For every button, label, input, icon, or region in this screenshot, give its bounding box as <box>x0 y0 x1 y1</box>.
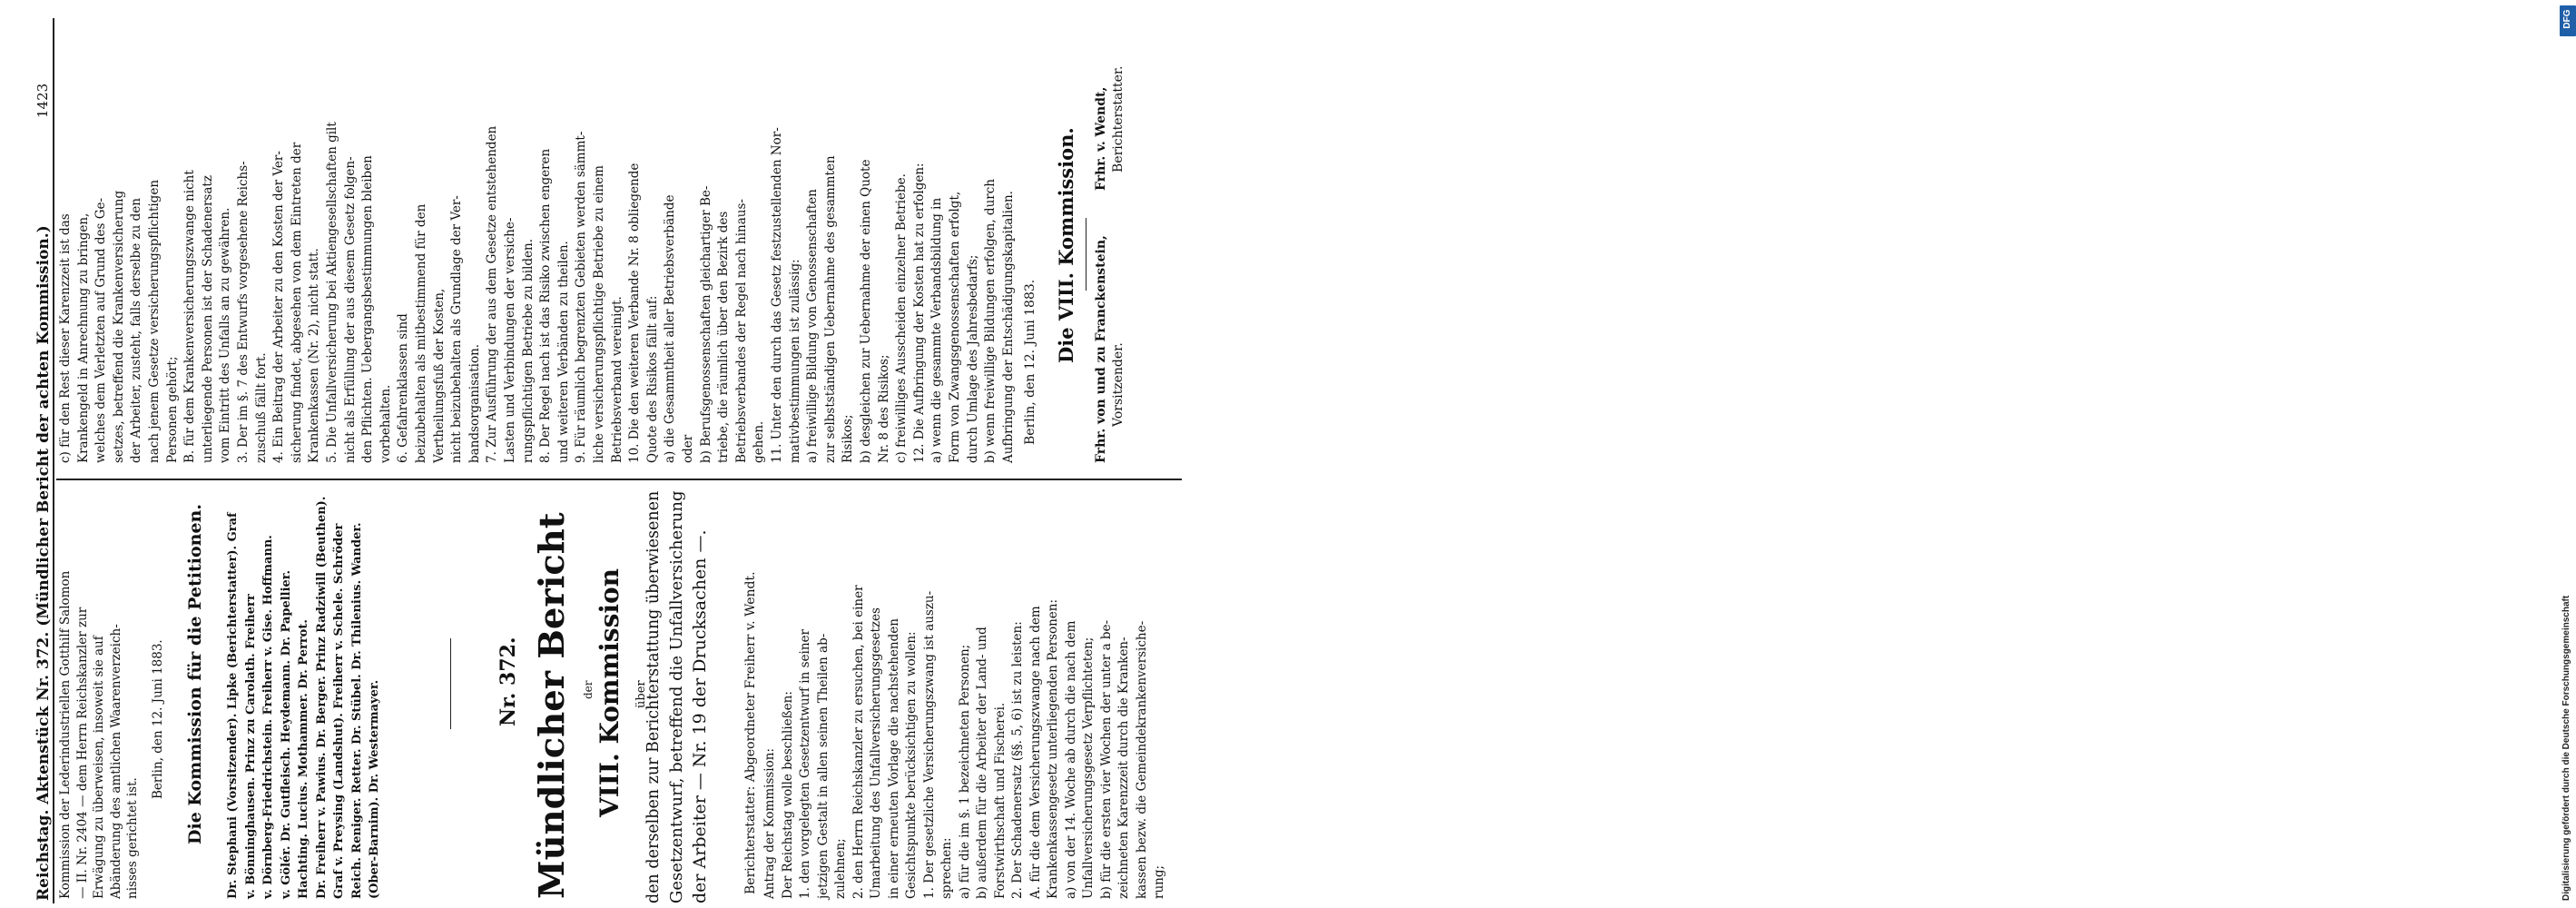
article-line: bandsorganisation. <box>467 343 482 463</box>
motion-line: b) für die ersten vier Wochen der unter a be- <box>1098 619 1114 899</box>
article-line: 4. Ein Beitrag der Arbeiter zu den Kosten der Ver- <box>271 151 287 463</box>
member-line: Hachting. Lucius. Mothammer. Dr. Perrot. <box>297 619 310 899</box>
article-line: unterliegende Personen ist der Schadenersatz <box>200 175 215 463</box>
motion-line: Unfallversicherungsgesetz Verpflichteten; <box>1081 637 1096 899</box>
article-line: 12. Die Aufbringung der Kosten hat zu erfolgen: <box>911 163 927 463</box>
article-line: zuschuß fällt fort. <box>253 352 269 463</box>
report-date: Berlin, den 12. Juni 1883. <box>1023 279 1037 445</box>
article-line: b) Berufsgenossenschaften gleichartiger Be- <box>698 185 713 463</box>
article-line: vorbehalten. <box>378 384 393 463</box>
article-line: mativbestimmungen ist zulässig: <box>787 259 802 463</box>
member-line: (Ober-Barnim). Dr. Westermayer. <box>368 679 381 899</box>
member-line: v. Gölér. Dr. Gutfleisch. Heydemann. Dr. Papellier. <box>279 570 293 899</box>
report-der: der <box>582 680 595 699</box>
article-line: c) für den Rest dieser Karenzzeit ist das <box>58 213 73 463</box>
motion-line: Gesichtspunkte berücksichtigen zu wollen: <box>904 631 919 899</box>
article-line: Form von Zwangsgenossenschaften erfolgt, <box>948 191 962 463</box>
header-rule <box>53 18 54 903</box>
article-line: rungspflichtigen Betriebe zu bilden. <box>520 238 536 463</box>
page-number: 1423 <box>34 83 51 118</box>
rapporteur-line: Berichterstatter: Abgeordneter Freiherr v. Wendt. <box>743 571 758 894</box>
member-line: Dr. Freiherr v. Pawius. Dr. Berger. Prinz Radziwill (Beuthen). <box>314 496 329 899</box>
motion-line: Forstwirthschaft und Fischerei. <box>992 702 1008 899</box>
member-line: v. Bönninghausen. Prinz zu Carolath. Freiherr <box>243 594 258 899</box>
report-number: Nr. 372. <box>497 637 520 726</box>
article-line: Betriebsverband vereinigt. <box>609 296 624 463</box>
petition-line: nisses gerichtet ist. <box>125 777 140 899</box>
dfg-logo-text: DFG <box>2562 9 2572 29</box>
article-line: gehen. <box>752 420 767 463</box>
article-line: 7. Zur Ausführung der aus dem Gesetze entstehenden <box>485 125 500 463</box>
motion-line: zeichneten Karenzzeit durch die Kranken- <box>1116 637 1131 899</box>
article-line: Krankenkassen (Nr. 2), nicht statt. <box>307 248 322 463</box>
article-line: sicherung findet, abgesehen von dem Eintreten der <box>289 142 304 463</box>
article-line: Personen gehört; <box>164 356 180 463</box>
report-ueber: über <box>634 680 648 708</box>
report-title: Mündlicher Bericht <box>532 512 573 899</box>
subject-line: der Arbeiter — Nr. 19 der Drucksachen —. <box>690 529 710 903</box>
motion-line: Umarbeitung des Unfallversicherungsgesetzes <box>869 607 883 899</box>
article-line: B. für dem Krankenversicherungszwange nicht <box>182 170 198 463</box>
subject-line: den derselben zur Berichterstattung überwiesenen <box>644 490 663 903</box>
article-line: den Pflichten. Uebergangsbestimmungen bleiben <box>360 155 376 463</box>
article-line: nicht beizubehalten als Grundlage der Ver- <box>449 195 465 463</box>
motion-line: in einer erneuten Vorlage die nachstehenden <box>886 618 901 899</box>
motion-line: b) außerdem für die Arbeiter der Land- und <box>975 627 989 899</box>
rapporteur-role: Berichterstatter. <box>1111 65 1126 173</box>
separator-line <box>450 638 451 729</box>
article-line: beizubehalten als mitbestimmend für den <box>414 203 428 463</box>
article-line: Lasten und Verbindungen der versiche- <box>503 217 517 463</box>
member-line: Reich. Reniger. Retter. Dr. Stübel. Dr. Thilenius. Wander. <box>349 522 364 899</box>
article-line: oder <box>681 434 695 463</box>
article-line: b) wenn freiwillige Bildungen erfolgen, durch <box>983 179 998 463</box>
motion-line: kassen bezw. die Gemeindekrankenversiche- <box>1134 620 1149 899</box>
article-line: der Arbeiter, zusteht, falls derselbe zu den <box>129 198 144 463</box>
article-line: durch Umlage des Jahresbedarfs; <box>965 254 980 463</box>
article-line: 10. Die den weiteren Verbande Nr. 8 obliegende <box>627 163 643 463</box>
article-line: und weiteren Verbänden zu theilen. <box>556 241 571 463</box>
petition-line: Erwägung zu überweisen, insoweit sie auf <box>92 636 106 899</box>
petitions-commission-heading: Die Kommission für die Petitionen. <box>185 504 205 844</box>
article-line: c) freiwilliges Ausscheiden einzelner Betriebe. <box>894 173 909 463</box>
subject-line: Gesetzentwurf, betreffend die Unfallversicherung <box>667 490 686 903</box>
article-line: welches dem Verletzten auf Grund des Ge- <box>93 197 109 463</box>
rapporteur-name: Frhr. v. Wendt, <box>1094 86 1108 191</box>
dfg-side-strip <box>1278 0 2572 908</box>
column-divider <box>56 479 1182 480</box>
article-line: Quote des Risikos fällt auf: <box>644 295 660 463</box>
article-line: 9. Für räumlich begrenzten Gebieten werden sämmt- <box>574 131 589 463</box>
article-line: 6. Gefahrenklassen sind <box>396 313 411 463</box>
article-line: 8. Der Regel nach ist das Risiko zwischen engeren <box>538 148 554 463</box>
article-line: Krankengeld in Anrechnung zu bringen, <box>75 212 91 463</box>
member-line: Graf v. Preysing (Landshut). Freiherr v. Schele. Schröder <box>332 523 346 899</box>
motion-line: rung; <box>1152 864 1166 899</box>
motion-line: Antrag der Kommission: <box>762 748 777 899</box>
dfg-caption: Digitalisierung gefördert durch die Deutsche Forschungsgemeinschaft <box>2561 595 2571 901</box>
article-line: Vertheilungsfuß der Kosten, <box>431 288 447 463</box>
petition-line: Abänderung des amtlichen Waarenverzeich- <box>108 624 123 899</box>
motion-line: a) für die im §. 1 bezeichneten Personen; <box>957 644 972 899</box>
member-line: v. Dörnberg-Friedrichstein. Freiherr v. Gise. Hoffmann. <box>261 535 275 899</box>
article-line: b) desgleichen zur Uebernahme der einen Quote <box>859 159 873 463</box>
motion-line: 1. den vorgelegten Gesetzentwurf in seiner <box>798 629 812 899</box>
petition-line: — II. Nr. 2404 — dem Herrn Reichskanzler zur <box>74 607 90 899</box>
article-line: 11. Unter den durch das Gesetz festzustellenden Nor- <box>770 127 784 463</box>
article-line: vom Eintritt des Unfalls an zu gewähren. <box>218 207 233 463</box>
motion-line: sprechen: <box>939 837 954 899</box>
petition-date: Berlin, den 12. Juni 1883. <box>151 639 165 799</box>
article-line: a) wenn die gesammte Verbandsbildung in <box>929 197 945 463</box>
motion-line: jetzigen Gestalt in allen seinen Theilen ab- <box>815 633 831 899</box>
article-line: 5. Die Unfallversicherung bei Aktiengesellschaften gilt <box>325 122 339 463</box>
petition-line: Kommission der Lederindustriellen Gotthilf Salomon <box>58 570 73 899</box>
article-line: Betriebsverbandes der Regel nach hinaus- <box>733 199 749 463</box>
commission-title: VIII. Kommission <box>595 568 624 817</box>
motion-line: Krankenkassengesetz unterliegenden Personen: <box>1046 598 1060 899</box>
chairman-name: Frhr. von und zu Franckenstein, <box>1094 235 1108 463</box>
motion-line: a) von der 14. Woche ab durch die nach dem <box>1063 620 1078 899</box>
motion-line: 2. den Herrn Reichskanzler zu ersuchen, bei einer <box>850 585 866 899</box>
motion-line: A. für die dem Versicherungszwange nach dem <box>1027 606 1043 899</box>
article-line: a) die Gesammtheit aller Betriebsverbände <box>663 194 678 463</box>
article-line: triebe, die räumlich über den Bezirk des <box>716 211 732 463</box>
article-line: nach jenem Gesetze versicherungspflichtigen <box>147 179 162 463</box>
article-line: nicht als Erfüllung der aus diesem Gesetz folgen- <box>342 156 358 463</box>
chairman-role: Vorsitzender. <box>1111 342 1126 427</box>
motion-line: Der Reichstag wolle beschließen: <box>780 691 795 899</box>
motion-line: 2. Der Schadenersatz (§§. 5, 6) ist zu leisten: <box>1010 621 1025 899</box>
motion-line: zulehnen; <box>833 838 848 899</box>
commission-signature: Die VIII. Kommission. <box>1055 127 1077 363</box>
article-line: Nr. 8 des Risikos; <box>876 354 891 463</box>
article-line: zur selbstständigen Uebernahme des gesammten <box>822 155 838 463</box>
article-line: a) freiwillige Bildung von Genossenschaften <box>805 189 821 463</box>
running-header: Reichstag. Aktenstück Nr. 372. (Mündlicher Bericht der achten Kommission.) <box>34 225 53 901</box>
article-line: liche versicherungspflichtige Betriebe zu einem <box>592 165 606 463</box>
member-line: Dr. Stephani (Vorsitzender). Lipke (Berichterstatter). Graf <box>226 512 240 899</box>
article-line: Aufbringung der Entschädigungskapitalien. <box>1000 191 1016 463</box>
article-line: 3. Der im §. 7 des Entwurfs vorgesehene Reichs- <box>236 161 251 463</box>
motion-line: 1. Der gesetzliche Versicherungszwang ist auszu- <box>921 590 937 899</box>
article-line: setzes, betreffend die Krankenversicherung <box>111 190 126 463</box>
article-line: Risikos; <box>841 414 856 463</box>
